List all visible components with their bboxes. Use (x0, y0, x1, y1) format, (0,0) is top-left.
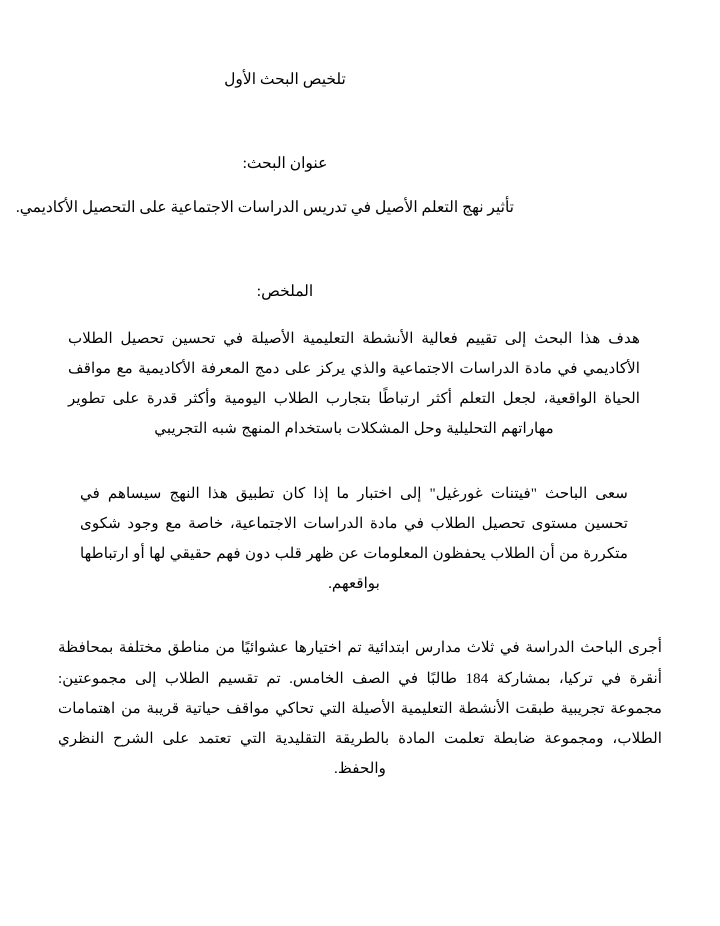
document-heading: تلخيص البحث الأول (224, 71, 346, 88)
spacer (56, 599, 664, 633)
spacer (56, 445, 664, 479)
abstract-label: الملخص: (256, 283, 314, 301)
abstract-paragraph-1: هدف هذا البحث إلى تقييم فعالية الأنشطة التعليمية الأصيلة في تحسين تحصيل الطلاب الأكاديمي في مادة الدراسات الاجتماعية والذي يركز على دمج المعرفة الأكاديمية مع مواقف الحياة الواقعية، لجعل التعلم أكثر ارتباطًا بتجارب الطلاب اليومية وأكثر قدرة على تطوير مهاراتهم التحليلية وحل المشكلات باستخدام المنهج شبه التجريبي (68, 329, 640, 438)
abstract-paragraph-2: سعى الباحث "فيتنات غورغيل" إلى اختبار ما إذا كان تطبيق هذا النهج سيساهم في تحسين مستوى تحصيل الطلاب في مادة الدراسات الاجتماعية، خاصة مع وجود شكوى متكررة من أن الطلاب يحفظون المعلومات عن ظهر قلب دون فهم حقيقي لها أو ارتباطها بواقعهم. (80, 484, 628, 593)
abstract-paragraph-3: أجرى الباحث الدراسة في ثلاث مدارس ابتدائية تم اختيارها عشوائيًا من مناطق مختلفة بمحافظة أنقرة في تركيا، بمشاركة 184 طالبًا في الصف الخامس. تم تقسيم الطلاب إلى مجموعتين: مجموعة تجريبية طبقت الأنشطة التعليمية الأصيلة التي تحاكي مواقف حياتية قريبة من اهتمامات الطلاب، ومجموعة ضابطة تعلمت المادة بالطريقة التقليدية التي تعتمد على الشرح النظري والحفظ. (58, 639, 662, 778)
spacer (56, 93, 664, 151)
spacer (56, 177, 664, 195)
research-title-text: تأثير نهج التعلم الأصيل في تدريس الدراسات الاجتماعية على التحصيل الأكاديمي. (15, 199, 514, 217)
spacer (56, 306, 664, 324)
research-title-label: عنوان البحث: (242, 154, 328, 172)
spacer (56, 221, 664, 279)
